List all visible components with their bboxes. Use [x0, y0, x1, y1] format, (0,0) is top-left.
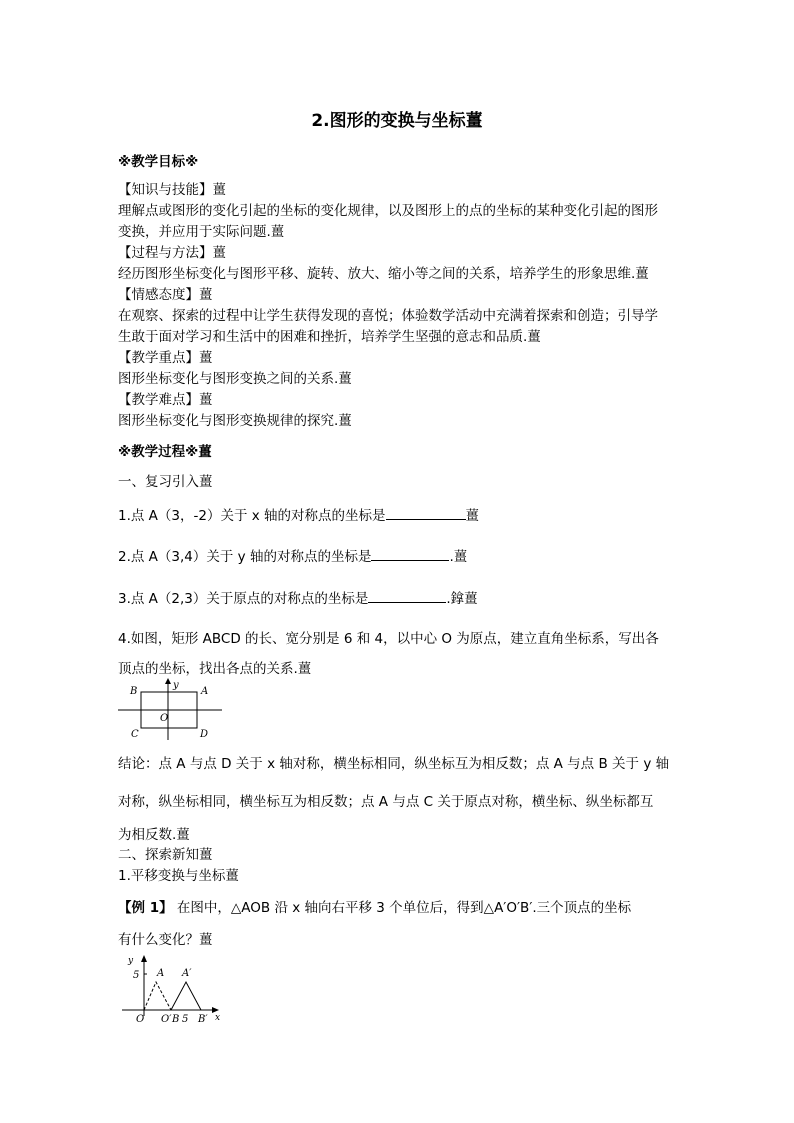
question-4-line-1: 4.如图，矩形 ABCD 的长、宽分别是 6 和 4，以中心 O 为原点，建立直角坐标系，写出各 [118, 631, 659, 647]
o-prime-label: O′ [161, 1014, 172, 1024]
knowledge-text-2: 变换，并应用于实际问题.薑 [118, 224, 285, 240]
answer-blank-2 [371, 546, 449, 561]
answer-blank-3 [368, 588, 446, 603]
y-axis-arrow [165, 678, 171, 684]
y-tick-5-label: 5 [133, 970, 140, 981]
process-text: 经历图形坐标变化与图形平移、旋转、放大、缩小等之间的关系，培养学生的形象思维.薑 [118, 266, 649, 282]
question-3-text: 3.点 A（2,3）关于原点的对称点的坐标是 [118, 591, 369, 607]
example-1-line-2: 有什么变化？薑 [118, 932, 213, 948]
origin-label: O [160, 713, 169, 724]
document-title: 2.图形的变换与坐标薑 [311, 111, 483, 131]
vertex-a-prime-label: A′ [182, 968, 192, 979]
section-review: 一、复习引入薑 [118, 474, 213, 490]
origin-o-label: O [136, 1014, 145, 1024]
question-2-text: 2.点 A（3,4）关于 y 轴的对称点的坐标是 [118, 549, 372, 565]
objectives-heading: ※教学目标※ [118, 154, 199, 170]
y-axis-label: y [128, 956, 134, 966]
keypoint-label: 【教学重点】薑 [118, 350, 213, 366]
vertex-c-label: C [131, 729, 139, 740]
question-2 [118, 546, 688, 567]
question-2-tail: .薑 [449, 549, 468, 565]
question-1-text: 1.点 A（3，-2）关于 x 轴的对称点的坐标是 [118, 508, 386, 524]
conclusion-line-1: 结论：点 A 与点 D 关于 x 轴对称，横坐标相同，纵坐标互为相反数；点 A 与点 B 关于 y 轴 [118, 756, 670, 772]
triangle-a-prime-o-prime-b-prime [171, 982, 201, 1010]
conclusion-line-2: 对称，纵坐标相同，横坐标互为相反数；点 A 与点 C 关于原点对称，横坐标、纵坐标都互 [118, 794, 654, 810]
question-3-tail: .鎿薑 [446, 591, 478, 607]
y-axis-label: y [173, 680, 179, 691]
knowledge-label: 【知识与技能】薑 [118, 182, 226, 198]
question-3 [118, 588, 688, 609]
vertex-a-label: A [201, 686, 209, 697]
vertex-b-label: B [172, 1014, 180, 1024]
conclusion-line-3: 为相反数.薑 [118, 827, 190, 843]
emotion-text-1: 在观察、探索的过程中让学生获得发现的喜悦；体验数学活动中充满着探索和创造；引导学 [118, 308, 658, 324]
vertex-b-prime-label: B′ [198, 1014, 208, 1024]
process-label: 【过程与方法】薑 [118, 245, 226, 261]
difficulty-text: 图形坐标变化与图形变换规律的探究.薑 [118, 413, 352, 429]
subsection-translation: 1.平移变换与坐标薑 [118, 868, 239, 884]
section-explore: 二、探索新知薑 [118, 847, 213, 863]
x-axis-label: x [215, 1013, 221, 1023]
x-tick-5-label: 5 [182, 1014, 189, 1024]
question-1-tail: 薑 [465, 508, 480, 524]
knowledge-text-1: 理解点或图形的变化引起的坐标的变化规律，以及图形上的点的坐标的某种变化引起的图形 [118, 203, 658, 219]
question-4-line-2: 顶点的坐标，找出各点的关系.薑 [118, 661, 312, 677]
example-1-label: 【例 1】 [118, 900, 173, 916]
example-1-text: 在图中，△AOB 沿 x 轴向右平移 3 个单位后，得到△A′O′B′.三个顶点的坐标 [172, 900, 632, 916]
emotion-text-2: 生敢于面对学习和生活中的困难和挫折，培养学生坚强的意志和品质.薑 [118, 329, 541, 345]
keypoint-text: 图形坐标变化与图形变换之间的关系.薑 [118, 371, 352, 387]
vertex-a-label: A [157, 968, 165, 979]
rectangle-coordinate-figure [118, 676, 228, 744]
example-1-line-1 [118, 898, 688, 918]
triangle-translation-figure [118, 952, 226, 1024]
vertex-b-label: B [130, 686, 138, 697]
difficulty-label: 【教学难点】薑 [118, 392, 213, 408]
question-1 [118, 505, 688, 526]
answer-blank-1 [386, 505, 466, 520]
triangle-aob-dashed [144, 982, 171, 1010]
vertex-d-label: D [200, 729, 209, 740]
y-axis-arrow [141, 955, 147, 962]
process-heading: ※教学过程※薑 [118, 444, 212, 460]
emotion-label: 【情感态度】薑 [118, 287, 213, 303]
